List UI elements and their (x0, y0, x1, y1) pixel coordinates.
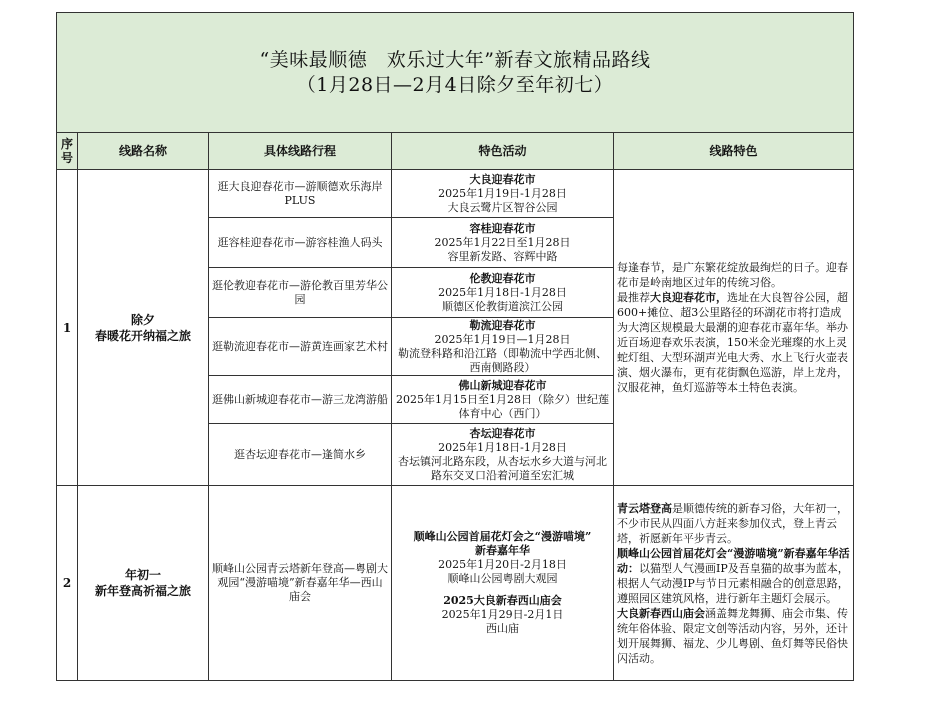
header-features: 线路特色 (614, 133, 854, 170)
features-para-2 (617, 290, 850, 395)
activity-cell (392, 486, 614, 681)
header-itinerary: 具体线路行程 (209, 133, 392, 170)
features-text: 以猫型人气漫画IP及吾皇猫的故事为蓝本，根据人气动漫IP与节日元素相融合的创意思路，遵照园区建筑风格，进行新年主题灯会展示。 (617, 561, 849, 605)
features-text: 选址在大良智谷公园，超600+摊位、超3公里路径的环湖花市将打造成为大湾区规模最大最潮的迎春花市嘉年华。举办近百场迎春欢乐表演，150米金光璀璨的水上灵蛇灯组、大型环湖声光电大秀、水上飞行火壶表演、烟火瀑布，更有花街飘色巡游，岸上龙舟，汉服花神，鱼灯巡游等本土特色表演。 (617, 291, 848, 394)
activity-date: 2025年1月29日-2月1日 (441, 608, 564, 621)
itinerary-cell: 顺峰山公园青云塔新年登高—粤剧大观园“漫游喵境”新春嘉年华—西山庙会 (209, 486, 392, 681)
activity-date: 2025年1月18日-1月28日 (438, 440, 567, 454)
activity-cell (392, 218, 614, 268)
activity-place: 顺峰山公园粤剧大观园 (447, 572, 558, 585)
activity-date: 2025年1月22日至1月28日 (434, 235, 571, 249)
activity-date: 2025年1月19日—1月28日 (434, 332, 571, 346)
activity-place: 顺德区伦教街道滨江公园 (442, 299, 563, 313)
route-1-features (614, 170, 854, 486)
activity-title: 伦教迎春花市 (469, 271, 536, 285)
activity-date: 2025年1月18日-1月28日 (438, 285, 567, 299)
activity-title: 大良迎春花市 (469, 172, 536, 186)
itinerary-cell: 逛佛山新城迎春花市—游三龙湾游船 (209, 376, 392, 424)
itinerary-cell: 逛大良迎春花市—游顺德欢乐海岸PLUS (209, 170, 392, 218)
activity-title-cont: 新春嘉年华 (475, 544, 530, 557)
features-item (617, 606, 850, 666)
activity-date: 2025年1月19日-1月28日 (438, 186, 567, 200)
features-text: 涵盖舞龙舞狮、庙会市集、传统年俗体验、限定文创等活动内容，另外，还计划开展舞狮、福龙、少儿粤剧、鱼灯舞等民俗快闪活动。 (617, 606, 848, 665)
header-seq: 序号 (57, 133, 78, 170)
route-1-name-line1: 除夕 (130, 312, 155, 327)
itinerary-cell: 逛容桂迎春花市—游容桂渔人码头 (209, 218, 392, 268)
activity-cell (392, 170, 614, 218)
activity-place: 西山庙 (486, 622, 519, 635)
activity-cell (392, 318, 614, 376)
activity-place: 容里新发路、容辉中路 (447, 249, 558, 263)
header-route-name: 线路名称 (78, 133, 209, 170)
activity-title: 2025大良新春西山庙会 (443, 594, 562, 607)
features-item (617, 501, 850, 546)
itinerary-cell: 逛勒流迎春花市—游黄连画家艺术村 (209, 318, 392, 376)
activity-title: 容桂迎春花市 (469, 221, 536, 235)
route-2-features (614, 486, 854, 681)
activity-place: 杏坛镇河北路东段，从杏坛水乡大道与河北路东交叉口沿着河道至宏汇城 (398, 454, 607, 482)
route-1-seq: 1 (57, 170, 78, 486)
features-item (617, 546, 850, 606)
activity-title: 顺峰山公园首届花灯会之“漫游喵境” (413, 530, 592, 543)
features-lead: 最推荐 (617, 291, 650, 304)
route-2-name-line2: 新年登高祈福之旅 (94, 584, 191, 598)
title-line-1: “美味最顺德 欢乐过大年”新春文旅精品路线 (259, 48, 651, 71)
header-activities: 特色活动 (392, 133, 614, 170)
activity-cell (392, 268, 614, 318)
features-text: 是顺德传统的新春习俗，大年初一，不少市民从四面八方赶来参加仪式，登上青云塔，祈愿新年平步青云。 (617, 501, 848, 545)
title-line-2: （1月28日—2月4日除夕至年初七） (296, 73, 614, 96)
features-highlight: 大良迎春花市， (650, 291, 727, 304)
activity-title: 佛山新城迎春花市 (458, 378, 547, 392)
features-highlight: 青云塔登高 (617, 501, 672, 515)
features-highlight: 大良新春西山庙会 (617, 606, 705, 620)
route-1-name-line2: 春暖花开纳福之旅 (94, 328, 191, 343)
features-para-1: 每逢春节，是广东繁花绽放最绚烂的日子。迎春花市是岭南地区过年的传统习俗。 (617, 261, 848, 289)
route-2-seq: 2 (57, 486, 78, 681)
route-2-name-line1: 年初一 (124, 568, 161, 582)
activity-title: 杏坛迎春花市 (469, 426, 536, 440)
activity-place: 勒流登科路和沿江路（即勒流中学西北侧、西南侧路段） (398, 346, 607, 374)
document-title (57, 13, 854, 133)
activity-date: 2025年1月15日至1月28日（除夕）世纪莲体育中心（西门） (396, 392, 609, 420)
itinerary-cell: 逛杏坛迎春花市—逢简水乡 (209, 424, 392, 486)
activity-title: 勒流迎春花市 (469, 318, 536, 332)
route-table (56, 12, 854, 681)
activity-place: 大良云鹭片区智谷公园 (447, 200, 558, 214)
features-highlight: 顺峰山公园首届花灯会“漫游喵境”新春嘉年华活动： (617, 546, 850, 575)
route-1-name (78, 170, 209, 486)
route-2-name (78, 486, 209, 681)
itinerary-cell: 逛伦教迎春花市—游伦教百里芳华公园 (209, 268, 392, 318)
activity-cell (392, 376, 614, 424)
activity-cell (392, 424, 614, 486)
activity-date: 2025年1月20日-2月18日 (438, 558, 567, 571)
